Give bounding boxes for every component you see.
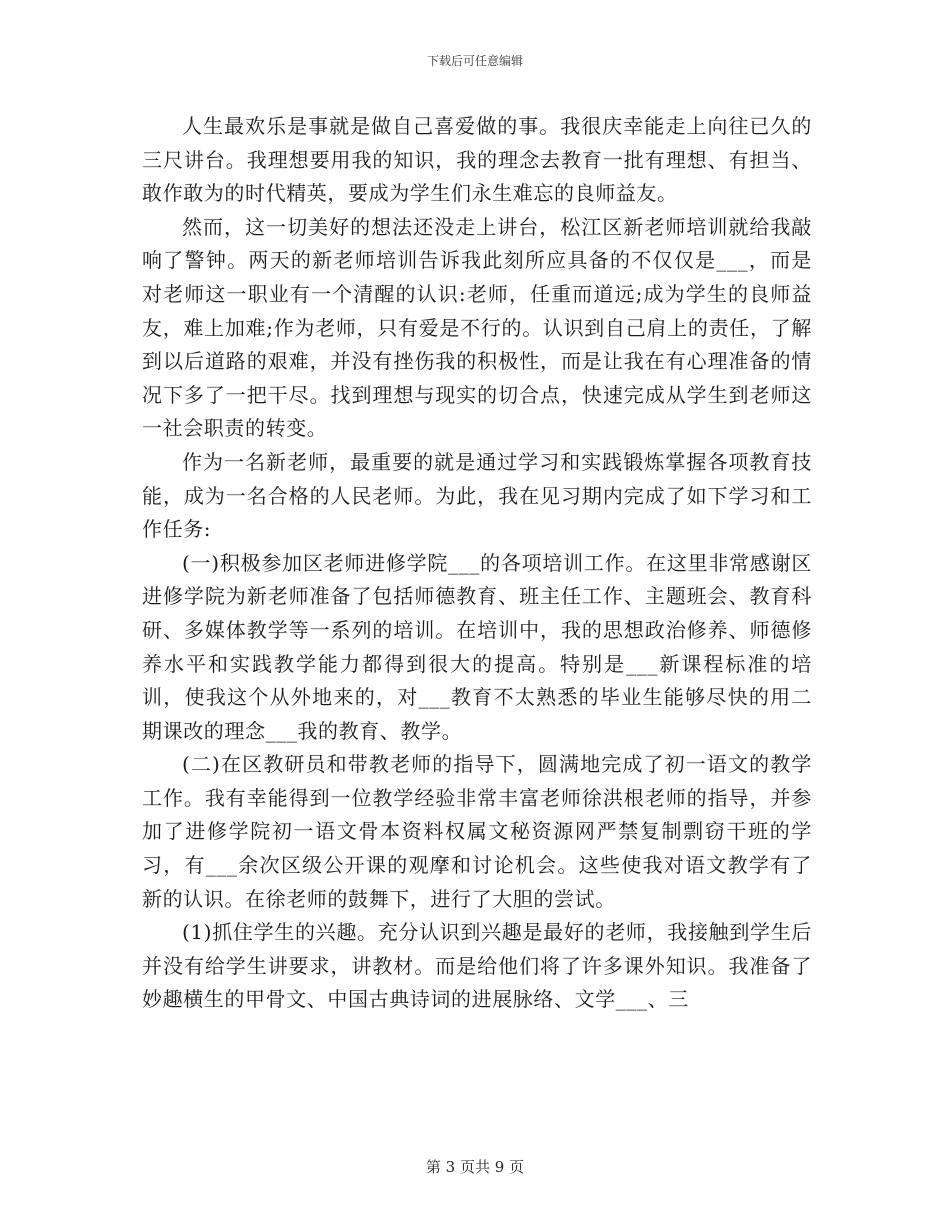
paragraph-2: 然而，这一切美好的想法还没走上讲台，松江区新老师培训就给我敲响了警钟。两天的新老师培训告诉我此刻所应具备的不仅仅是___，而是对老师这一职业有一个清醒的认识:老师，任重而道远;成为学生的良师益友，难上加难;作为老师，只有爱是不行的。认识到自己肩上的责任，了解到以后道路的艰难，并没有挫伤我的积极性，而是让我在有心理准备的情况下多了一把干尽。找到理想与现实的切合点，快速完成从学生到老师这一社会职责的转变。 [142,214,812,441]
paragraph-3: 作为一名新老师，最重要的就是通过学习和实践锻炼掌握各项教育技能，成为一名合格的人民老师。为此，我在见习期内完成了如下学习和工作任务: [142,449,812,542]
paragraph-4: (一)积极参加区老师进修学院___的各项培训工作。在这里非常感谢区进修学院为新老师准备了包括师德教育、班主任工作、主题班会、教育科研、多媒体教学等一系列的培训。在培训中，我的思想政治修养、师德修养水平和实践教学能力都得到很大的提高。特别是___新课程标准的培训，使我这个从外地来的，对___教育不太熟悉的毕业生能够尽快的用二期课改的理念___我的教育、教学。 [142,550,812,743]
page-header-note: 下载后可任意编辑 [426,54,523,68]
document-body [142,110,812,1017]
page-number: 第 3 页共 9 页 [425,1158,525,1176]
paragraph-5: (二)在区教研员和带教老师的指导下，圆满地完成了初一语文的教学工作。我有幸能得到一位教学经验非常丰富老师徐洪根老师的指导，并参加了进修学院初一语文骨本资料权属文秘资源网严禁复制剽窃干班的学习，有___余次区级公开课的观摩和讨论机会。这些使我对语文教学有了新的认识。在徐老师的鼓舞下，进行了大胆的尝试。 [142,752,812,911]
paragraph-6: (1)抓住学生的兴趣。充分认识到兴趣是最好的老师，我接触到学生后并没有给学生讲要求，讲教材。而是给他们将了许多课外知识。我准备了妙趣横生的甲骨文、中国古典诗词的进展脉络、文学___、三 [142,920,812,1012]
paragraph-1: 人生最欢乐是事就是做自己喜爱做的事。我很庆幸能走上向往已久的三尺讲台。我理想要用我的知识，我的理念去教育一批有理想、有担当、敢作敢为的时代精英，要成为学生们永生难忘的良师益友。 [142,114,812,206]
